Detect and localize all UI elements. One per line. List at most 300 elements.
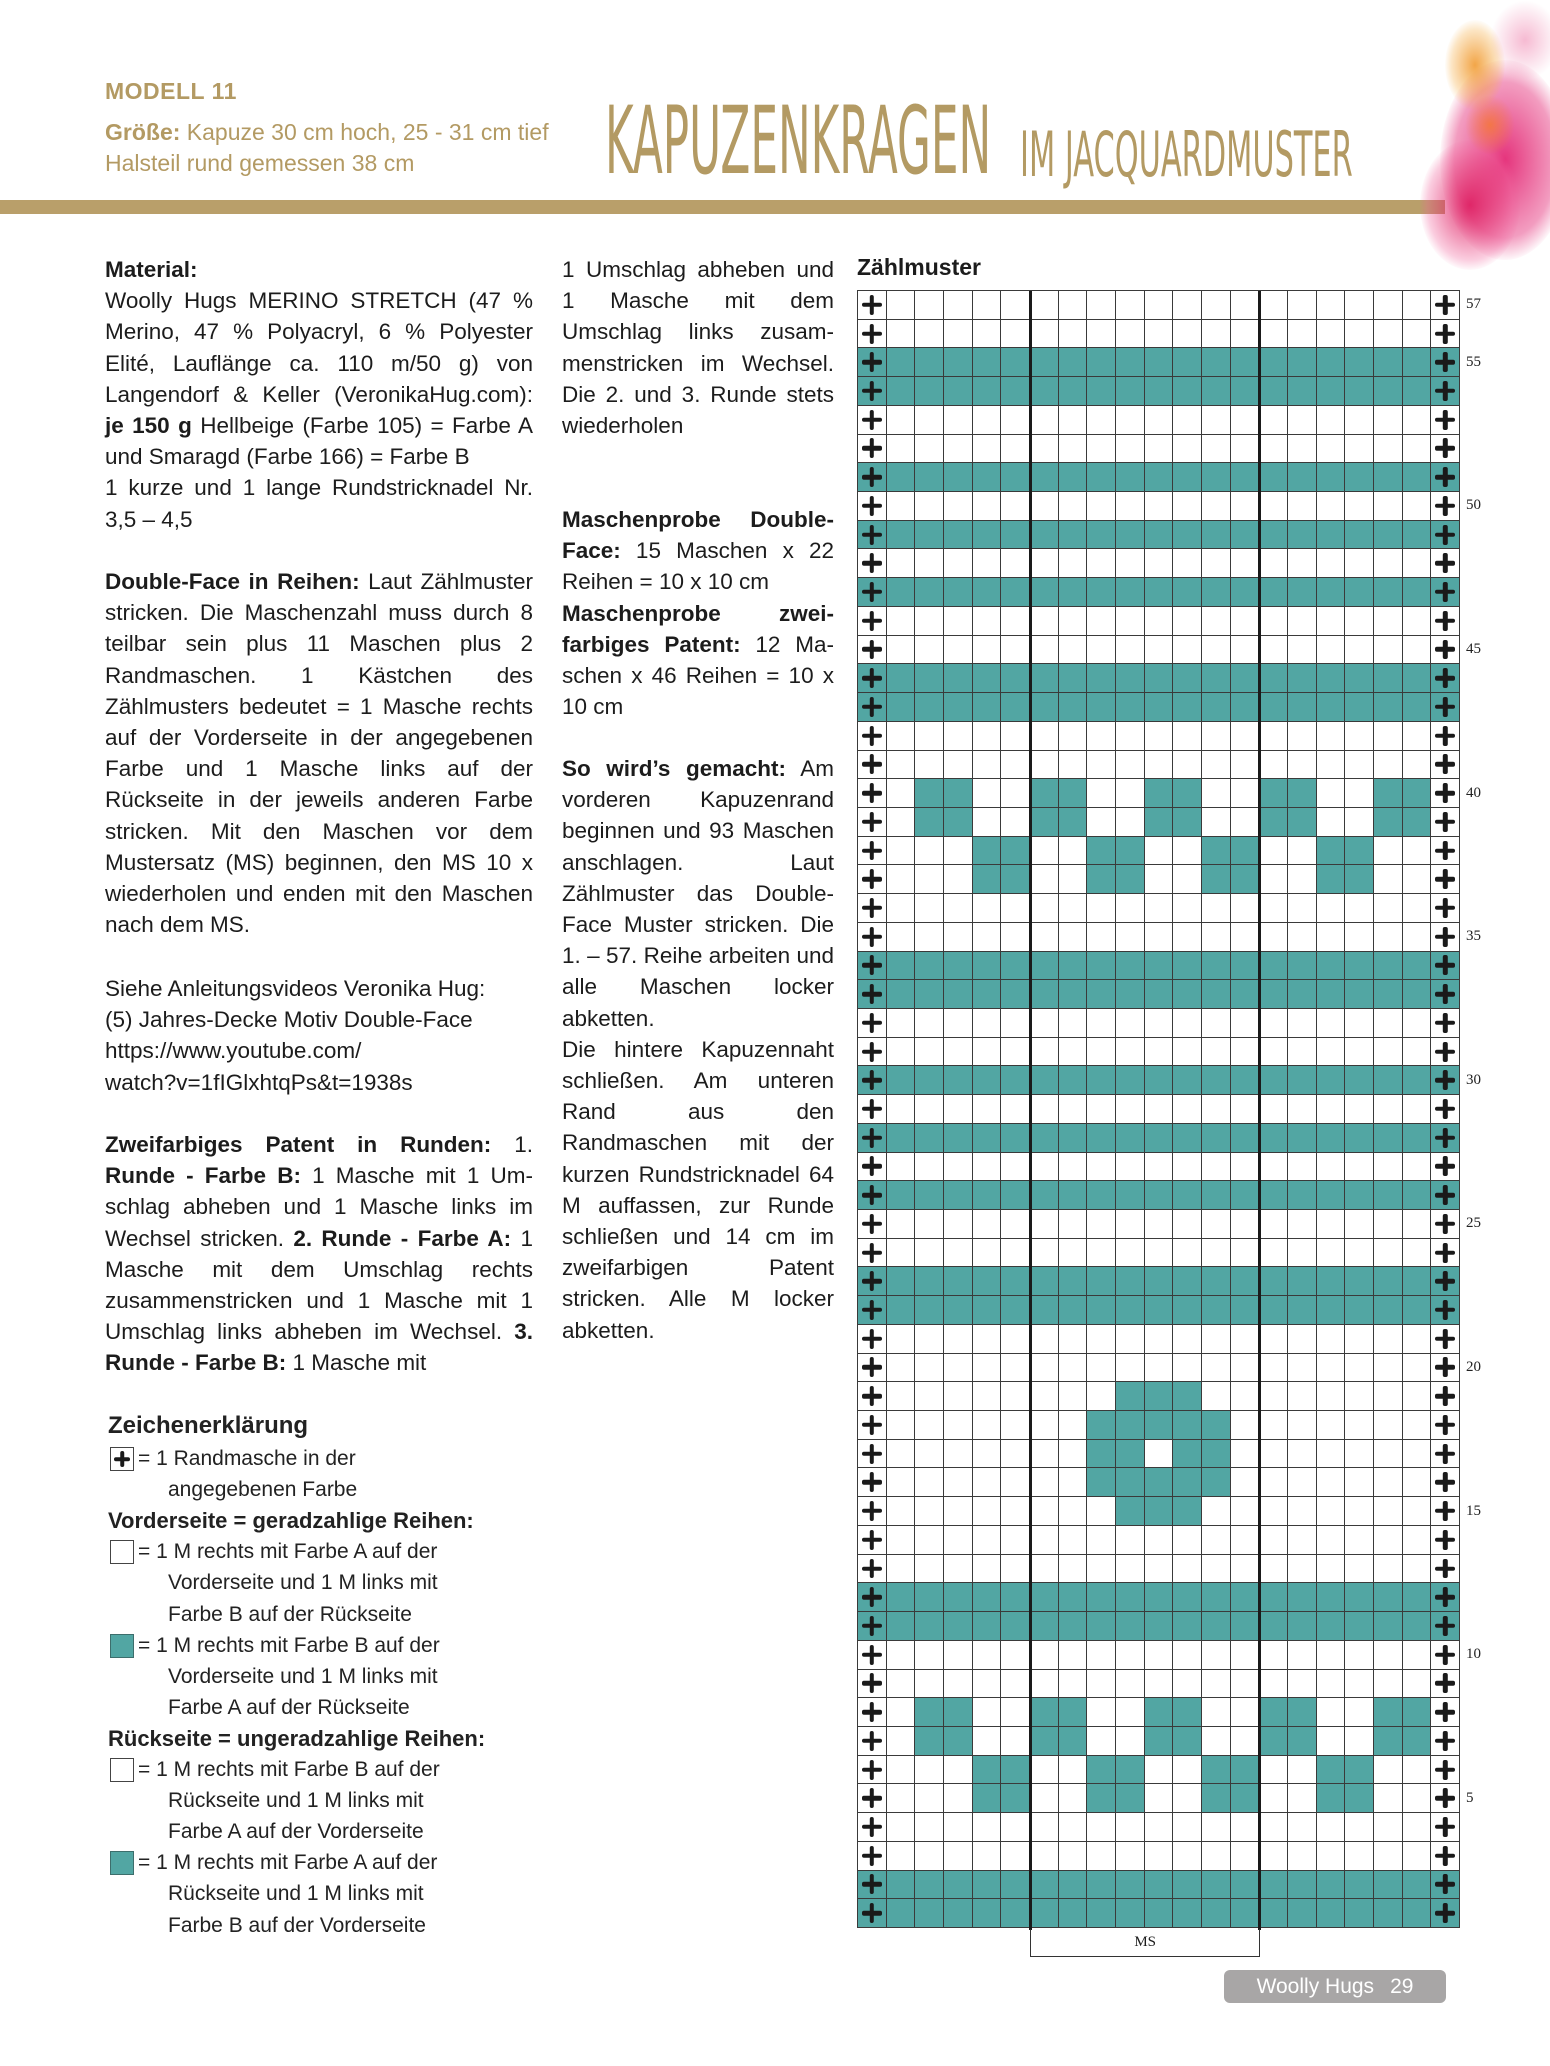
chart-cell bbox=[1403, 865, 1432, 894]
chart-cell bbox=[1317, 1153, 1346, 1182]
chart-cell bbox=[1001, 406, 1030, 435]
chart-cell bbox=[1001, 1756, 1030, 1785]
chart-cell bbox=[1374, 1038, 1403, 1067]
chart-cell bbox=[944, 837, 973, 866]
chart-cell bbox=[1030, 549, 1059, 578]
chart-cell bbox=[887, 291, 916, 320]
chart-cell bbox=[1317, 435, 1346, 464]
chart-cell bbox=[944, 1296, 973, 1325]
footer-brand: Woolly Hugs bbox=[1256, 1975, 1375, 1998]
chart-cell bbox=[887, 1842, 916, 1871]
edge-stitch-cell bbox=[858, 636, 887, 665]
chart-cell bbox=[1231, 1325, 1260, 1354]
chart-cell bbox=[1374, 348, 1403, 377]
edge-stitch-cell bbox=[858, 578, 887, 607]
chart-cell bbox=[1087, 1382, 1116, 1411]
chart-cell bbox=[1202, 1066, 1231, 1095]
chart-cell bbox=[1288, 779, 1317, 808]
chart-cell bbox=[1317, 1899, 1346, 1928]
chart-cell bbox=[1145, 1698, 1174, 1727]
chart-cell bbox=[1231, 1899, 1260, 1928]
chart-cell bbox=[1374, 435, 1403, 464]
chart-cell bbox=[887, 1670, 916, 1699]
chart-cell bbox=[1173, 1899, 1202, 1928]
chart-cell bbox=[1403, 1899, 1432, 1928]
chart-cell bbox=[1059, 1612, 1088, 1641]
chart-cell bbox=[1087, 1066, 1116, 1095]
plus-icon bbox=[1431, 1038, 1459, 1066]
chart-cell bbox=[1145, 1468, 1174, 1497]
chart-cell bbox=[1173, 377, 1202, 406]
plus-icon bbox=[1431, 348, 1459, 376]
chart-cell bbox=[1317, 492, 1346, 521]
edge-stitch-cell bbox=[1431, 1124, 1460, 1153]
chart-cell bbox=[1202, 1009, 1231, 1038]
chart-cell bbox=[973, 578, 1002, 607]
chart-cell bbox=[1001, 837, 1030, 866]
chart-cell bbox=[887, 1440, 916, 1469]
chart-cell bbox=[1087, 1181, 1116, 1210]
chart-cell bbox=[915, 1296, 944, 1325]
plus-icon bbox=[858, 1871, 886, 1899]
chart-cell bbox=[1173, 406, 1202, 435]
plus-icon bbox=[1431, 320, 1459, 348]
teal-square-icon bbox=[110, 1851, 134, 1875]
chart-cell bbox=[1087, 291, 1116, 320]
chart-cell bbox=[973, 1124, 1002, 1153]
chart-cell bbox=[887, 1526, 916, 1555]
legend-title: Zeichenerklärung bbox=[108, 1412, 309, 1439]
chart-cell bbox=[1231, 435, 1260, 464]
chart-cell bbox=[1202, 1641, 1231, 1670]
chart-cell bbox=[915, 693, 944, 722]
chart-cell bbox=[887, 463, 916, 492]
chart-cell bbox=[915, 952, 944, 981]
edge-stitch-cell bbox=[1431, 1411, 1460, 1440]
plus-icon bbox=[1431, 521, 1459, 549]
chart-cell bbox=[1087, 1641, 1116, 1670]
chart-cell bbox=[887, 1038, 916, 1067]
chart-cell bbox=[1116, 1210, 1145, 1239]
chart-cell bbox=[1030, 779, 1059, 808]
chart-cell bbox=[944, 808, 973, 837]
plus-icon bbox=[1431, 435, 1459, 463]
chart-cell bbox=[1345, 837, 1374, 866]
chart-cell bbox=[1231, 923, 1260, 952]
edge-stitch-cell bbox=[858, 549, 887, 578]
chart-cell bbox=[1231, 1612, 1260, 1641]
instructions-section bbox=[562, 753, 834, 1346]
chart-cell bbox=[1001, 1239, 1030, 1268]
chart-cell bbox=[973, 1038, 1002, 1067]
legend-text: Farbe A auf der Vorderseite bbox=[168, 1820, 424, 1844]
chart-cell bbox=[1116, 837, 1145, 866]
chart-cell bbox=[1288, 1526, 1317, 1555]
plus-icon bbox=[1431, 779, 1459, 807]
plus-icon bbox=[858, 1526, 886, 1554]
chart-cell bbox=[1259, 952, 1288, 981]
chart-cell bbox=[1116, 1583, 1145, 1612]
chart-cell bbox=[1403, 1583, 1432, 1612]
chart-cell bbox=[1345, 1239, 1374, 1268]
chart-cell bbox=[1087, 1756, 1116, 1785]
edge-stitch-cell bbox=[1431, 1497, 1460, 1526]
chart-cell bbox=[944, 923, 973, 952]
row-number-label: 35 bbox=[1466, 928, 1481, 945]
chart-cell bbox=[1288, 865, 1317, 894]
chart-cell bbox=[1116, 1842, 1145, 1871]
chart-cell bbox=[973, 549, 1002, 578]
chart-cell bbox=[1317, 1009, 1346, 1038]
chart-cell bbox=[1059, 463, 1088, 492]
chart-cell bbox=[1317, 1756, 1346, 1785]
chart-cell bbox=[1345, 1267, 1374, 1296]
chart-cell bbox=[1202, 549, 1231, 578]
plus-icon bbox=[858, 1784, 886, 1812]
chart-cell bbox=[1288, 1411, 1317, 1440]
chart-cell bbox=[1259, 1239, 1288, 1268]
chart-cell bbox=[1001, 980, 1030, 1009]
gauge-patent-heading: Maschenprobe zweifarbiges Patent: bbox=[562, 600, 834, 657]
chart-cell bbox=[1116, 636, 1145, 665]
chart-cell bbox=[887, 1095, 916, 1124]
chart-cell bbox=[1059, 1784, 1088, 1813]
chart-cell bbox=[1317, 1784, 1346, 1813]
chart-cell bbox=[1001, 923, 1030, 952]
plus-icon bbox=[1431, 664, 1459, 692]
legend-item-front-white bbox=[108, 1536, 548, 1629]
chart-cell bbox=[1259, 291, 1288, 320]
edge-stitch-cell bbox=[1431, 1468, 1460, 1497]
chart-cell bbox=[1173, 1813, 1202, 1842]
chart-cell bbox=[1317, 1698, 1346, 1727]
chart-cell bbox=[1173, 1440, 1202, 1469]
plus-icon bbox=[858, 1612, 886, 1640]
size-label: Größe: bbox=[105, 119, 181, 145]
edge-stitch-cell bbox=[858, 837, 887, 866]
chart-cell bbox=[1231, 980, 1260, 1009]
chart-cell bbox=[1087, 865, 1116, 894]
chart-cell bbox=[1317, 320, 1346, 349]
chart-cell bbox=[1259, 1583, 1288, 1612]
chart-cell bbox=[1030, 1009, 1059, 1038]
chart-cell bbox=[1403, 952, 1432, 981]
edge-stitch-cell bbox=[1431, 1813, 1460, 1842]
row-number-label: 25 bbox=[1466, 1215, 1481, 1232]
chart-cell bbox=[1173, 607, 1202, 636]
chart-cell bbox=[1403, 808, 1432, 837]
chart-cell bbox=[944, 1871, 973, 1900]
chart-cell bbox=[1231, 1440, 1260, 1469]
chart-cell bbox=[1001, 1555, 1030, 1584]
chart-cell bbox=[1317, 664, 1346, 693]
chart-cell bbox=[1403, 1526, 1432, 1555]
edge-stitch-cell bbox=[1431, 320, 1460, 349]
chart-cell bbox=[1374, 1267, 1403, 1296]
chart-cell bbox=[1374, 1842, 1403, 1871]
plus-icon bbox=[1431, 1095, 1459, 1123]
legend-text: angegebenen Farbe bbox=[168, 1478, 358, 1502]
edge-stitch-cell bbox=[858, 521, 887, 550]
chart-cell bbox=[1087, 492, 1116, 521]
edge-stitch-cell bbox=[858, 377, 887, 406]
chart-cell bbox=[1173, 808, 1202, 837]
chart-cell bbox=[887, 1411, 916, 1440]
chart-cell bbox=[1345, 751, 1374, 780]
chart-cell bbox=[1116, 1468, 1145, 1497]
chart-cell bbox=[1145, 865, 1174, 894]
chart-cell bbox=[1403, 693, 1432, 722]
plus-icon bbox=[858, 779, 886, 807]
plus-icon bbox=[1431, 980, 1459, 1008]
plus-icon bbox=[858, 320, 886, 348]
legend-back-heading: Rückseite = ungeradzahlige Reihen: bbox=[108, 1725, 486, 1751]
chart-cell bbox=[1202, 1296, 1231, 1325]
chart-cell bbox=[1145, 1325, 1174, 1354]
chart-cell bbox=[1116, 607, 1145, 636]
chart-cell bbox=[1116, 1727, 1145, 1756]
edge-stitch-cell bbox=[1431, 1239, 1460, 1268]
video-link-query[interactable]: watch?v=1fIGlxhtqPs&t=1938s bbox=[105, 1069, 413, 1095]
chart-cell bbox=[1087, 1497, 1116, 1526]
chart-cell bbox=[1173, 549, 1202, 578]
edge-stitch-cell bbox=[1431, 1555, 1460, 1584]
chart-cell bbox=[1030, 377, 1059, 406]
chart-cell bbox=[1345, 377, 1374, 406]
chart-cell bbox=[1374, 1871, 1403, 1900]
chart-cell bbox=[1231, 1411, 1260, 1440]
chart-cell bbox=[1145, 377, 1174, 406]
chart-cell bbox=[1173, 1555, 1202, 1584]
chart-cell bbox=[915, 320, 944, 349]
plus-icon bbox=[858, 1382, 886, 1410]
plus-icon bbox=[1431, 1813, 1459, 1841]
chart-cell bbox=[887, 923, 916, 952]
chart-cell bbox=[1288, 1842, 1317, 1871]
chart-cell bbox=[1259, 980, 1288, 1009]
chart-cell bbox=[1116, 1296, 1145, 1325]
chart-cell bbox=[1374, 865, 1403, 894]
chart-cell bbox=[1030, 1784, 1059, 1813]
chart-cell bbox=[1231, 291, 1260, 320]
chart-cell bbox=[1087, 1325, 1116, 1354]
chart-cell bbox=[1030, 1239, 1059, 1268]
chart-cell bbox=[1259, 1899, 1288, 1928]
chart-cell bbox=[1030, 980, 1059, 1009]
chart-cell bbox=[1173, 1038, 1202, 1067]
chart-cell bbox=[1059, 865, 1088, 894]
chart-cell bbox=[1231, 1842, 1260, 1871]
edge-stitch-cell bbox=[1431, 348, 1460, 377]
chart-cell bbox=[973, 463, 1002, 492]
chart-cell bbox=[1317, 1038, 1346, 1067]
plus-icon bbox=[858, 808, 886, 836]
chart-cell bbox=[1231, 1670, 1260, 1699]
chart-cell bbox=[915, 1066, 944, 1095]
chart-cell bbox=[1288, 1296, 1317, 1325]
chart-cell bbox=[944, 291, 973, 320]
chart-cell bbox=[1087, 779, 1116, 808]
plus-icon bbox=[858, 549, 886, 577]
chart-cell bbox=[915, 1325, 944, 1354]
plus-icon bbox=[858, 1181, 886, 1209]
legend-item-back-white bbox=[108, 1754, 548, 1847]
chart-cell bbox=[1087, 1583, 1116, 1612]
edge-stitch-cell bbox=[1431, 435, 1460, 464]
chart-cell bbox=[887, 435, 916, 464]
chart-cell bbox=[915, 1038, 944, 1067]
chart-cell bbox=[1374, 923, 1403, 952]
chart-cell bbox=[1116, 1871, 1145, 1900]
chart-cell bbox=[915, 1210, 944, 1239]
chart-cell bbox=[1116, 1526, 1145, 1555]
chart-cell bbox=[1087, 1468, 1116, 1497]
chart-cell bbox=[1259, 1267, 1288, 1296]
chart-cell bbox=[1231, 1066, 1260, 1095]
chart-cell bbox=[1374, 1641, 1403, 1670]
chart-cell bbox=[1116, 952, 1145, 981]
chart-cell bbox=[973, 923, 1002, 952]
chart-cell bbox=[1173, 952, 1202, 981]
chart-cell bbox=[1231, 463, 1260, 492]
chart-cell bbox=[1374, 1095, 1403, 1124]
plus-icon bbox=[1431, 1468, 1459, 1496]
chart-cell bbox=[1059, 1756, 1088, 1785]
edge-stitch-icon bbox=[110, 1447, 134, 1471]
chart-cell bbox=[1317, 1354, 1346, 1383]
chart-cell bbox=[1116, 549, 1145, 578]
chart-cell bbox=[915, 1267, 944, 1296]
legend-text: Rückseite und 1 M links mit bbox=[168, 1789, 424, 1813]
chart-cell bbox=[1231, 1354, 1260, 1383]
edge-stitch-cell bbox=[1431, 636, 1460, 665]
plus-icon bbox=[858, 1124, 886, 1152]
chart-cell bbox=[915, 1555, 944, 1584]
chart-cell bbox=[1173, 463, 1202, 492]
chart-cell bbox=[887, 636, 916, 665]
chart-cell bbox=[1231, 521, 1260, 550]
chart-cell bbox=[1374, 952, 1403, 981]
chart-cell bbox=[1202, 607, 1231, 636]
legend-item-front-teal bbox=[108, 1630, 548, 1723]
chart-cell bbox=[1317, 837, 1346, 866]
chart-cell bbox=[973, 808, 1002, 837]
chart-cell bbox=[1087, 1842, 1116, 1871]
chart-cell bbox=[1030, 693, 1059, 722]
chart-cell bbox=[1030, 1641, 1059, 1670]
chart-cell bbox=[1059, 779, 1088, 808]
row-number-label: 10 bbox=[1466, 1646, 1481, 1663]
chart-cell bbox=[1345, 406, 1374, 435]
chart-cell bbox=[1345, 636, 1374, 665]
chart-cell bbox=[1259, 1555, 1288, 1584]
chart-cell bbox=[915, 636, 944, 665]
chart-cell bbox=[1345, 492, 1374, 521]
chart-cell bbox=[1288, 1698, 1317, 1727]
chart-cell bbox=[1145, 291, 1174, 320]
plus-icon bbox=[1431, 1325, 1459, 1353]
chart-cell bbox=[1001, 1411, 1030, 1440]
chart-cell bbox=[1173, 779, 1202, 808]
edge-stitch-cell bbox=[858, 1756, 887, 1785]
legend-text: = 1 Randmasche in der bbox=[138, 1447, 356, 1471]
chart-cell bbox=[1259, 664, 1288, 693]
chart-cell bbox=[1317, 779, 1346, 808]
chart-cell bbox=[1202, 291, 1231, 320]
edge-stitch-cell bbox=[1431, 549, 1460, 578]
chart-cell bbox=[1173, 1583, 1202, 1612]
chart-cell bbox=[1202, 894, 1231, 923]
plus-icon bbox=[1431, 607, 1459, 635]
chart-cell bbox=[1116, 1066, 1145, 1095]
chart-cell bbox=[1087, 1813, 1116, 1842]
chart-cell bbox=[1231, 1583, 1260, 1612]
chart-cell bbox=[1403, 521, 1432, 550]
size-text: Kapuze 30 cm hoch, 25 - 31 cm tief bbox=[180, 119, 549, 145]
chart-cell bbox=[1173, 1325, 1202, 1354]
edge-stitch-cell bbox=[858, 492, 887, 521]
chart-cell bbox=[887, 1296, 916, 1325]
chart-cell bbox=[1087, 636, 1116, 665]
plus-icon bbox=[1431, 463, 1459, 491]
chart-cell bbox=[1259, 1440, 1288, 1469]
chart-cell bbox=[1345, 664, 1374, 693]
chart-cell bbox=[1202, 1267, 1231, 1296]
chart-cell bbox=[1202, 1526, 1231, 1555]
chart-cell bbox=[1374, 1411, 1403, 1440]
video-link[interactable]: https://www.youtube.com/ bbox=[105, 1038, 362, 1064]
chart-cell bbox=[1317, 1325, 1346, 1354]
chart-cell bbox=[1202, 837, 1231, 866]
chart-cell bbox=[973, 779, 1002, 808]
chart-cell bbox=[887, 1210, 916, 1239]
chart-cell bbox=[1288, 808, 1317, 837]
chart-cell bbox=[1059, 693, 1088, 722]
chart-cell bbox=[1231, 1382, 1260, 1411]
chart-cell bbox=[1145, 521, 1174, 550]
chart-cell bbox=[1288, 664, 1317, 693]
chart-cell bbox=[1145, 693, 1174, 722]
chart-cell bbox=[1087, 1555, 1116, 1584]
chart-cell bbox=[944, 894, 973, 923]
chart-cell bbox=[973, 693, 1002, 722]
chart-cell bbox=[1317, 1526, 1346, 1555]
chart-cell bbox=[1145, 751, 1174, 780]
chart-cell bbox=[1403, 1612, 1432, 1641]
chart-cell bbox=[1317, 406, 1346, 435]
chart-cell bbox=[1259, 1296, 1288, 1325]
instructions-text: Am vorderen Kapuzenrand beginnen und 93 Maschen anschlagen. Laut Zählmuster das Double-Face Muster stricken. Die 1. – 57. Reihe arbeiten und alle Maschen locker abketten. bbox=[562, 756, 834, 1031]
plus-icon bbox=[858, 1497, 886, 1525]
chart-cell bbox=[1345, 894, 1374, 923]
chart-cell bbox=[1173, 865, 1202, 894]
chart-cell bbox=[1059, 1440, 1088, 1469]
chart-cell bbox=[1145, 1612, 1174, 1641]
chart-cell bbox=[1403, 463, 1432, 492]
chart-cell bbox=[1059, 1239, 1088, 1268]
chart-cell bbox=[1403, 1267, 1432, 1296]
edge-stitch-cell bbox=[858, 1871, 887, 1900]
video-reference bbox=[105, 973, 533, 1098]
finishing-text: Die hintere Kapuzennaht schließen. Am unteren Rand aus den Randmaschen mit der kurzen Rundstricknadel 64 M auffassen, zur Runde schließen und 14 cm im zweifarbigen Patent stricken. Alle M locker abketten. bbox=[562, 1036, 834, 1343]
chart-cell bbox=[1030, 1871, 1059, 1900]
chart-cell bbox=[1173, 1612, 1202, 1641]
chart-cell bbox=[1231, 1296, 1260, 1325]
chart-cell bbox=[1001, 435, 1030, 464]
chart-cell bbox=[915, 549, 944, 578]
chart-cell bbox=[1259, 1095, 1288, 1124]
row-number-label: 20 bbox=[1466, 1358, 1481, 1375]
